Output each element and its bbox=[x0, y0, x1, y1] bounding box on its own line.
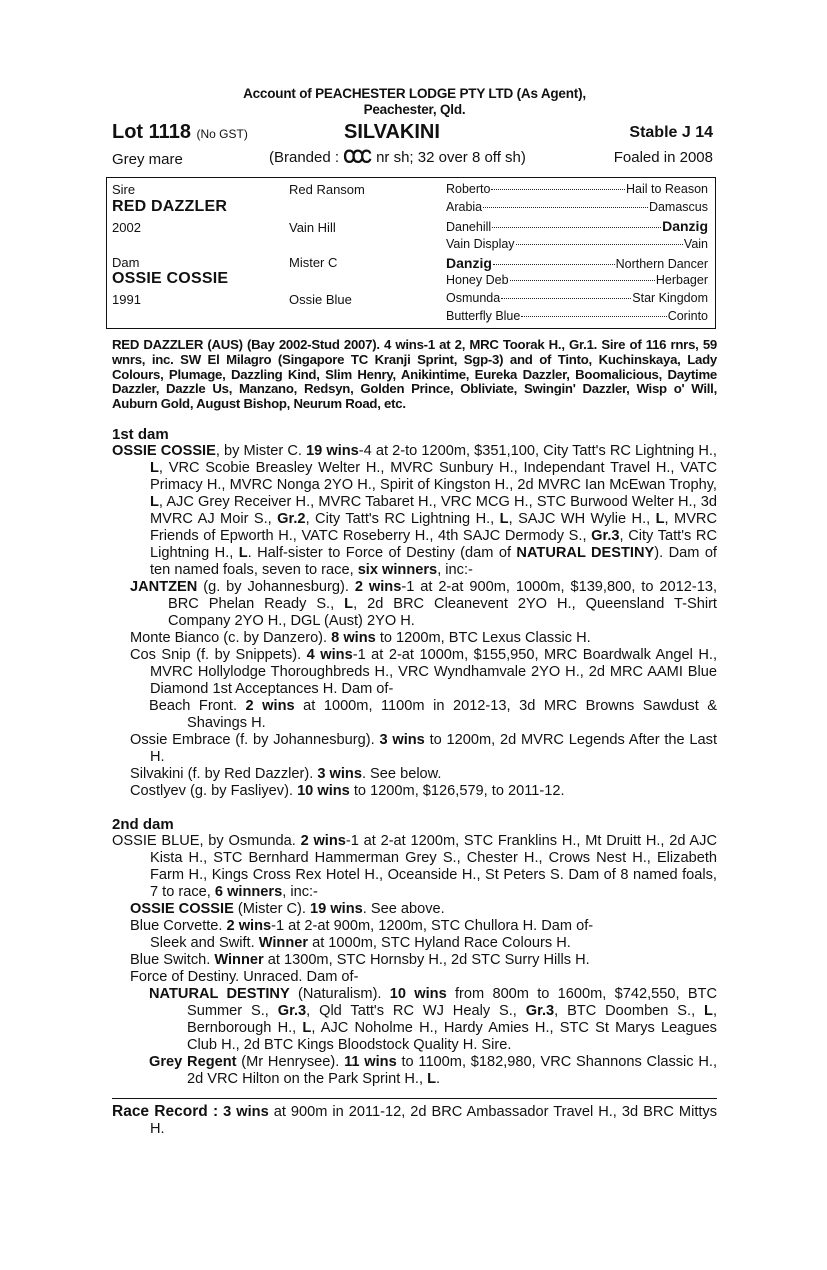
progeny-blue-corvette: Blue Corvette. 2 wins-1 at 2-at 900m, 1200m, STC Chullora H. Dam of- bbox=[130, 917, 594, 934]
third-gen-sire: Osmunda bbox=[446, 291, 501, 306]
third-gen-row bbox=[446, 255, 708, 273]
third-gen-row bbox=[446, 182, 708, 200]
sire-label: Sire bbox=[112, 182, 136, 197]
fourth-gen-name: Corinto bbox=[667, 309, 708, 324]
fourth-gen-name: Star Kingdom bbox=[632, 291, 708, 306]
lot-label: Lot 1118 bbox=[112, 121, 191, 143]
pedigree-table bbox=[106, 177, 716, 329]
fourth-gen-name: Danzig bbox=[662, 218, 708, 235]
fourth-gen-name: Hail to Reason bbox=[626, 182, 708, 196]
progeny-beach-front: Beach Front. 2 wins at 1000m, 1100m in 2012-13, 3d MRC Browns Sawdust & Shavings H. bbox=[149, 697, 718, 731]
progeny-force-of-destiny: Force of Destiny. Unraced. Dam of- bbox=[130, 968, 359, 985]
second-dam-paragraph: OSSIE BLUE, by Osmunda. 2 wins-1 at 2-at 1200m, STC Franklins H., Mt Druitt H., 2d AJC Kista H., STC Bernhard Hammerman Grey S., Chester H., Crows Nest H., Elizabeth Farm H., Kings Cross Rex Hotel H., Oceanside H., St Peters S. Dam of 8 named foals, 7 to race, 6 winners, inc:- bbox=[112, 832, 718, 900]
third-gen-row bbox=[446, 218, 708, 236]
brand-mark-icon: CCC bbox=[343, 147, 369, 168]
third-gen-sire: Arabia bbox=[446, 200, 483, 215]
progeny-grey-regent: Grey Regent (Mr Henrysee). 11 wins to 1100m, $182,980, VRC Shannons Classic H., 2d VRC Hilton on the Park Sprint H., L. bbox=[149, 1053, 717, 1087]
race-record: Race Record : 3 wins at 900m in 2011-12, 2d BRC Ambassador Travel H., 3d BRC Mittys H. bbox=[112, 1102, 718, 1137]
third-gen-sire: Danzig bbox=[446, 254, 492, 271]
progeny-sleek-and-swift: Sleek and Swift. Winner at 1000m, STC Hyland Race Colours H. bbox=[150, 934, 571, 951]
fourth-gen-name: Herbager bbox=[655, 273, 708, 287]
horse-name: SILVAKINI bbox=[344, 121, 440, 143]
sire-sire: Red Ransom bbox=[289, 182, 365, 197]
third-gen-row bbox=[446, 237, 708, 255]
third-gen-row bbox=[446, 309, 708, 327]
leader-dots bbox=[492, 227, 661, 228]
dam-dam: Ossie Blue bbox=[289, 292, 352, 307]
sex-colour: Grey mare bbox=[112, 151, 183, 168]
progeny-natural-destiny: NATURAL DESTINY (Naturalism). 10 wins from 800m to 1600m, $742,550, BTC Summer S., Gr.3, Qld Tatt's RC WJ Healy S., Gr.3, BTC Doomben S., L, Bernborough H., L, AJC Noholme H., Hardy Amies H., STC St Marys Leagues Club H., 2d BTC Kings Bloodstock Quality H. Sire. bbox=[149, 985, 718, 1053]
progeny-silvakini: Silvakini (f. by Red Dazzler). 3 wins. See below. bbox=[130, 765, 442, 782]
progeny-cos-snip: Cos Snip (f. by Snippets). 4 wins-1 at 2-at 1000m, $155,950, MRC Boardwalk Angel H., MVRC Hollylodge Thoroughbreds H., VRC Wyndhamvale 2YO H., 2d MRC AAMI Blue Diamond 1st Acceptances H. Dam of- bbox=[130, 646, 718, 697]
third-gen-row bbox=[446, 273, 708, 291]
dam-sire: Mister C bbox=[289, 255, 338, 270]
second-dam-heading: 2nd dam bbox=[112, 815, 174, 833]
section-divider bbox=[112, 1098, 717, 1099]
sire-dam: Vain Hill bbox=[289, 220, 336, 235]
dam-label: Dam bbox=[112, 255, 140, 270]
fourth-gen-name: Northern Dancer bbox=[615, 256, 708, 271]
lot-row bbox=[112, 121, 717, 145]
lot-number bbox=[112, 121, 248, 144]
third-gen-row bbox=[446, 200, 708, 218]
third-gen-row bbox=[446, 291, 708, 309]
sire-summary: RED DAZZLER (AUS) (Bay 2002-Stud 2007). 4 wins-1 at 2, MRC Toorak H., Gr.1. Sire of 116 rnrs, 59 wnrs, inc. SW El Milagro (Singapore TC Kranji Sprint, Sgp-3) and of Tinto, Kuchinskaya, Lady Colours, Plumage, Dazzling Kind, Slim Henry, Anikintime, Eureka Dazzler, Boomalicious, Daytime Dazzler, Dazzle Us, Manzano, Redsyn, Golden Prince, Obliviate, Swingin' Dazzler, Wisp o' Will, Auburn Gold, August Bishop, Neurum Road, etc. bbox=[112, 337, 717, 412]
gst-note: (No GST) bbox=[196, 127, 248, 141]
dam-year: 1991 bbox=[112, 292, 141, 307]
third-gen-sire: Roberto bbox=[446, 182, 491, 196]
branded-prefix: (Branded : bbox=[269, 149, 340, 166]
progeny-ossie-cossie: OSSIE COSSIE (Mister C). 19 wins. See above. bbox=[130, 900, 445, 917]
branded-suffix: nr sh; 32 over 8 off sh) bbox=[376, 149, 526, 166]
third-gen-sire: Danehill bbox=[446, 220, 492, 235]
first-dam-heading: 1st dam bbox=[112, 425, 169, 443]
catalogue-page bbox=[112, 86, 717, 1138]
leader-dots bbox=[510, 280, 655, 281]
leader-dots bbox=[516, 244, 683, 245]
leader-dots bbox=[521, 316, 666, 317]
third-gen-sire: Honey Deb bbox=[446, 273, 509, 287]
dam-name-bold: OSSIE COSSIE bbox=[112, 442, 216, 459]
race-record-label: Race Record : bbox=[112, 1102, 219, 1120]
dam-name: OSSIE COSSIE bbox=[112, 270, 229, 287]
stable-location: Stable J 14 bbox=[629, 124, 713, 141]
leader-dots bbox=[493, 264, 615, 265]
brand-info bbox=[269, 149, 526, 167]
leader-dots bbox=[491, 189, 625, 190]
vendor-account bbox=[112, 86, 717, 118]
progeny-costlyev: Costlyev (g. by Fasliyev). 10 wins to 1200m, $126,579, to 2011-12. bbox=[130, 782, 565, 799]
fourth-gen-name: Damascus bbox=[648, 200, 708, 215]
fourth-gen-name: Vain bbox=[683, 236, 708, 251]
sire-year: 2002 bbox=[112, 220, 141, 235]
first-dam-paragraph: OSSIE COSSIE, by Mister C. 19 wins-4 at 2-to 1200m, $351,100, City Tatt's RC Lightning H., L, VRC Scobie Breasley Welter H., MVRC Sunbury H., Independant Travel H., VATC Primacy H., MVRC Nonga 2YO H., Spirit of Kingston H., 2d MVRC Ian McEwan Trophy, L, AJC Grey Receiver H., MVRC Tabaret H., VRC MCG H., STC Burwood Welter H., 3d MVRC AJ Moir S., Gr.2, City Tatt's RC Lightning H., L, SAJC WH Wylie H., L, MVRC Friends of Epworth H., VATC Roseberry H., 4th SAJC Dermody S., Gr.3, City Tatt's RC Lightning H., L. Half-sister to Force of Destiny (dam of NATURAL DESTINY). Dam of ten named foals, seven to race, six winners, inc:- bbox=[112, 442, 718, 578]
leader-dots bbox=[501, 298, 631, 299]
third-gen-sire: Butterfly Blue bbox=[446, 309, 521, 324]
sire-name: RED DAZZLER bbox=[112, 198, 228, 215]
progeny-jantzen: JANTZEN (g. by Johannesburg). 2 wins-1 at 2-at 900m, 1000m, $139,800, to 2012-13, BRC Phelan Ready S., L, 2d BRC Cleanevent 2YO H., Queensland T-Shirt Company 2YO H., DGL (Aust) 2YO H. bbox=[130, 578, 718, 629]
description-row bbox=[112, 145, 717, 169]
progeny-blue-switch: Blue Switch. Winner at 1300m, STC Hornsby H., 2d STC Surry Hills H. bbox=[130, 951, 590, 968]
vendor-line-1: Account of PEACHESTER LODGE PTY LTD (As Agent), bbox=[243, 86, 586, 101]
leader-dots bbox=[483, 207, 648, 208]
progeny-monte-bianco: Monte Bianco (c. by Danzero). 8 wins to 1200m, BTC Lexus Classic H. bbox=[130, 629, 591, 646]
third-gen-sire: Vain Display bbox=[446, 236, 515, 251]
vendor-line-2: Peachester, Qld. bbox=[363, 102, 466, 117]
foaled-year: Foaled in 2008 bbox=[613, 149, 713, 166]
progeny-ossie-embrace: Ossie Embrace (f. by Johannesburg). 3 wins to 1200m, 2d MVRC Legends After the Last H. bbox=[130, 731, 717, 765]
